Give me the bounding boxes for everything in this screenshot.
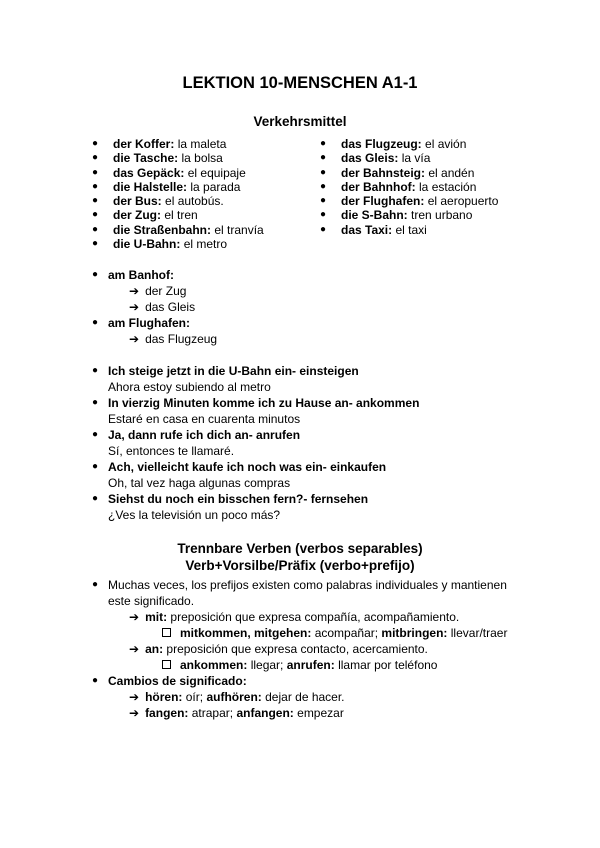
list-item: ● der Zug: el tren <box>92 208 198 223</box>
bullet-icon: ● <box>92 317 99 328</box>
vocab-heading: Verkehrsmittel <box>253 114 347 129</box>
sub-item: ➔ fangen: atrapar; anfangen: empezar <box>129 706 344 720</box>
sub-item: ➔ hören: oír; aufhören: dejar de hacer. <box>129 690 345 704</box>
bullet-icon: ● <box>320 195 327 207</box>
bullet-icon: ● <box>92 365 99 376</box>
translation: Ahora estoy subiendo al metro <box>108 380 271 394</box>
list-item: ● die U-Bahn: el metro <box>92 237 228 252</box>
list-item: ● die Halstelle: la parada <box>92 179 241 194</box>
bullet-icon: ● <box>92 579 99 590</box>
list-item: ● Muchas veces, los prefijos existen como palabras individuales y mantienen <box>92 578 507 592</box>
page-title: LEKTION 10-MENSCHEN A1-1 <box>182 74 418 92</box>
bullet-icon: ● <box>320 152 327 164</box>
arrow-right-icon: ➔ <box>129 642 140 656</box>
arrow-right-icon: ➔ <box>129 332 140 346</box>
arrow-right-icon: ➔ <box>129 284 140 298</box>
bullet-icon: ● <box>92 461 99 472</box>
places-list <box>92 267 522 347</box>
grammar-notes <box>92 577 532 721</box>
sub-item: ➔ an: preposición que expresa contacto, acercamiento. <box>129 642 428 656</box>
bullet-icon: ● <box>320 180 327 192</box>
translation: Estaré en casa en cuarenta minutos <box>108 412 301 426</box>
list-item: ● die Straßenbahn: el tranvía <box>92 222 264 237</box>
example-item: mitkommen, mitgehen: acompañar; mitbringen: llevar/traer <box>92 625 532 641</box>
sub-item: ➔ das Gleis <box>129 300 196 314</box>
list-item: ● das Gepäck: el equipaje <box>92 165 246 180</box>
bullet-icon: ● <box>92 166 99 178</box>
bullet-icon: ● <box>92 180 99 192</box>
example-item: ankommen: llegar; anrufen: llamar por teléfono <box>92 657 532 673</box>
vocab-list-left <box>92 137 264 251</box>
translation: Oh, tal vez haga algunas compras <box>108 476 291 490</box>
list-item-continuation: este significado. <box>108 594 195 608</box>
list-item: ● Ach, vielleicht kaufe ich noch was ein- einkaufen <box>92 460 387 474</box>
checkbox-square-icon <box>162 628 171 637</box>
list-item: ● das Gleis: la vía <box>320 151 431 166</box>
bullet-icon: ● <box>320 138 327 149</box>
arrow-right-icon: ➔ <box>129 690 140 704</box>
list-item: ● das Taxi: el taxi <box>320 222 427 237</box>
bullet-icon: ● <box>92 223 99 235</box>
list-item: ● Ich steige jetzt in die U-Bahn ein- einsteigen <box>92 364 359 378</box>
list-item: ● In vierzig Minuten komme ich zu Hause an- ankommen <box>92 396 420 410</box>
bullet-icon: ● <box>92 209 99 221</box>
arrow-right-icon: ➔ <box>129 610 140 624</box>
list-item: ● die S-Bahn: tren urbano <box>320 208 473 223</box>
arrow-right-icon: ➔ <box>129 706 140 720</box>
bullet-icon: ● <box>92 397 99 408</box>
list-item: ● am Banhof: <box>92 268 174 282</box>
bullet-icon: ● <box>92 493 99 504</box>
list-item: ● der Flughafen: el aeropuerto <box>320 194 499 209</box>
bullet-icon: ● <box>320 209 327 221</box>
list-item: ● Siehst du noch ein bisschen fern?- fernsehen <box>92 492 369 506</box>
bullet-icon: ● <box>92 429 99 440</box>
vocab-list-right <box>320 137 498 237</box>
bullet-icon: ● <box>92 195 99 207</box>
bullet-icon: ● <box>92 152 99 164</box>
arrow-right-icon: ➔ <box>129 300 140 314</box>
list-item: ● der Koffer: la maleta <box>92 137 227 151</box>
sentences-list <box>92 363 522 523</box>
bullet-icon: ● <box>92 269 99 280</box>
grammar-subheading: Verb+Vorsilbe/Präfix (verbo+prefijo) <box>185 558 415 573</box>
bullet-icon: ● <box>92 238 99 250</box>
checkbox-square-icon <box>162 660 171 669</box>
list-item: ● Ja, dann rufe ich dich an- anrufen <box>92 428 301 442</box>
translation: Sí, entonces te llamaré. <box>108 444 235 458</box>
translation: ¿Ves la televisión un poco más? <box>108 508 281 522</box>
list-item: ● Cambios de significado: <box>92 674 247 688</box>
list-item: ● die Tasche: la bolsa <box>92 151 223 166</box>
sub-item: ➔ das Flugzeug <box>129 332 218 346</box>
list-item: ● der Bahnhof: la estación <box>320 179 477 194</box>
grammar-heading: Trennbare Verben (verbos separables) <box>177 541 423 556</box>
list-item: ● der Bus: el autobús. <box>92 194 224 209</box>
bullet-icon: ● <box>92 675 99 686</box>
bullet-icon: ● <box>320 166 327 178</box>
sub-item: ➔ der Zug <box>129 284 187 298</box>
list-item: ● das Flugzeug: el avión <box>320 137 467 151</box>
sub-item: ➔ mit: preposición que expresa compañía, acompañamiento. <box>129 610 460 624</box>
bullet-icon: ● <box>320 223 327 235</box>
list-item: ● am Flughafen: <box>92 316 191 330</box>
list-item: ● der Bahnsteig: el andén <box>320 165 475 180</box>
bullet-icon: ● <box>92 138 99 149</box>
